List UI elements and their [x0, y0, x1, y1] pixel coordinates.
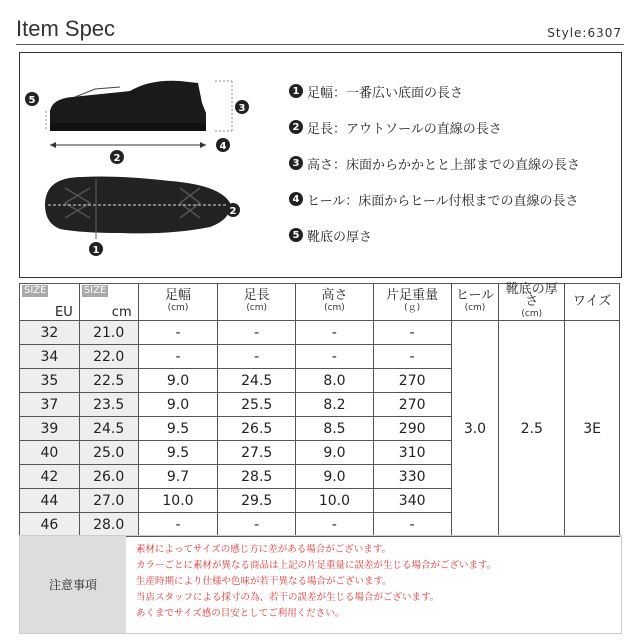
size-eu-cell: 46	[20, 513, 80, 537]
marker-2-bottom	[226, 203, 240, 217]
page-title: Item Spec	[16, 16, 116, 41]
legend-text: ヒール：床面からヒール付根までの直線の長さ	[307, 193, 579, 209]
size-eu-cell: 42	[20, 465, 80, 489]
size-cm-cell: 24.5	[79, 417, 138, 441]
svg-text:5: 5	[28, 95, 36, 106]
height-cell: 8.0	[296, 369, 374, 393]
weight-cell: 310	[373, 441, 451, 465]
shoe-sole-view	[45, 177, 230, 234]
legend-item	[289, 145, 580, 181]
legend-item	[289, 73, 580, 109]
weight-cell: 290	[373, 417, 451, 441]
height-cell: 8.5	[296, 417, 374, 441]
svg-text:4: 4	[219, 141, 227, 152]
col-length-header: 足長 (cm)	[218, 284, 296, 321]
size-cm-cell: 27.0	[79, 489, 138, 513]
weight-cell: -	[373, 513, 451, 537]
weight-cell: -	[373, 321, 451, 345]
size-cm-cell: 28.0	[79, 513, 138, 537]
weight-cell: 270	[373, 393, 451, 417]
length-cell: -	[218, 345, 296, 369]
height-cell: -	[296, 513, 374, 537]
notice-text	[126, 536, 621, 633]
size-eu-cell: 40	[20, 441, 80, 465]
length-cell: 25.5	[218, 393, 296, 417]
legend-text: 高さ：床面からかかとと上部までの直線の長さ	[307, 157, 581, 173]
length-cell: 29.5	[218, 489, 296, 513]
notice-line: 当店スタッフによる採寸の為、若干の誤差が生じる場合がございます。	[136, 592, 440, 603]
weight-cell: -	[373, 345, 451, 369]
size-eu-cell: 37	[20, 393, 80, 417]
legend-text: 靴底の厚さ	[307, 229, 373, 245]
height-cell: 9.0	[296, 441, 374, 465]
length-cell: 27.5	[218, 441, 296, 465]
legend-number: 4	[289, 192, 303, 206]
marker-1	[89, 242, 103, 256]
sole-cell: 2.5	[499, 321, 565, 537]
svg-text:2: 2	[229, 206, 237, 217]
legend-item	[289, 217, 580, 253]
marker-3	[235, 100, 249, 114]
legend-number: 5	[289, 228, 303, 242]
col-wise-header: ワイズ	[565, 284, 620, 321]
height-cell: 10.0	[296, 489, 374, 513]
notice-line: カラーごとに素材が異なる商品は上記の片足重量に誤差が生じる場合がございます。	[136, 560, 497, 571]
svg-text:3: 3	[238, 103, 246, 114]
col-weight-header: 片足重量 (ｇ)	[373, 284, 451, 321]
notice-line: 素材によってサイズの感じ方に差がある場合がございます。	[136, 544, 391, 555]
measurement-legend	[289, 73, 580, 253]
width-cell: 9.7	[138, 465, 218, 489]
style-code: Style:6307	[547, 26, 622, 40]
svg-text:1: 1	[92, 245, 100, 256]
marker-2-top	[110, 150, 124, 164]
size-cm-cell: 21.0	[79, 321, 138, 345]
size-eu-cell: 35	[20, 369, 80, 393]
size-eu-header: SIZE EU	[20, 284, 80, 321]
size-cm-cell: 23.5	[79, 393, 138, 417]
legend-text: 足幅：一番広い底面の長さ	[307, 85, 464, 101]
size-cm-cell: 22.5	[79, 369, 138, 393]
weight-cell: 330	[373, 465, 451, 489]
width-cell: 9.5	[138, 417, 218, 441]
table-row	[20, 321, 620, 345]
notice-line: あくまでサイズ感の目安としてご利用ください。	[136, 608, 345, 619]
legend-text: 足長：アウトソールの直線の長さ	[307, 121, 502, 137]
height-cell: -	[296, 345, 374, 369]
length-cell: -	[218, 513, 296, 537]
height-cell: 9.0	[296, 465, 374, 489]
table-header-row	[20, 284, 620, 321]
size-eu-cell: 39	[20, 417, 80, 441]
size-cm-cell: 22.0	[79, 345, 138, 369]
size-table	[19, 283, 620, 537]
size-eu-cell: 34	[20, 345, 80, 369]
weight-cell: 340	[373, 489, 451, 513]
marker-4	[216, 138, 230, 152]
shoe-side-view	[50, 81, 206, 131]
width-cell: -	[138, 513, 218, 537]
wise-cell: 3E	[565, 321, 620, 537]
legend-number: 2	[289, 120, 303, 134]
legend-item	[289, 181, 580, 217]
length-cell: 28.5	[218, 465, 296, 489]
length-cell: -	[218, 321, 296, 345]
col-heel-header: ヒール (cm)	[451, 284, 499, 321]
col-height-header: 高さ (cm)	[296, 284, 374, 321]
svg-text:2: 2	[113, 153, 121, 164]
width-cell: -	[138, 345, 218, 369]
spec-illustration-box	[19, 52, 622, 278]
width-cell: 9.5	[138, 441, 218, 465]
length-cell: 24.5	[218, 369, 296, 393]
notice-label: 注意事項	[20, 536, 126, 633]
size-eu-cell: 32	[20, 321, 80, 345]
size-cm-cell: 25.0	[79, 441, 138, 465]
header-divider	[16, 44, 624, 45]
size-cm-cell: 26.0	[79, 465, 138, 489]
shoe-diagram	[20, 53, 280, 277]
length-cell: 26.5	[218, 417, 296, 441]
legend-number: 1	[289, 84, 303, 98]
notice-box	[19, 535, 622, 634]
width-cell: 10.0	[138, 489, 218, 513]
col-width-header: 足幅 (cm)	[138, 284, 218, 321]
height-cell: 8.2	[296, 393, 374, 417]
width-cell: -	[138, 321, 218, 345]
height-cell: -	[296, 321, 374, 345]
col-sole-header: 靴底の厚さ (cm)	[499, 284, 565, 321]
marker-5	[25, 92, 39, 106]
legend-item	[289, 109, 580, 145]
size-eu-cell: 44	[20, 489, 80, 513]
size-cm-header: SIZE cm	[79, 284, 138, 321]
width-cell: 9.0	[138, 393, 218, 417]
legend-number: 3	[289, 156, 303, 170]
notice-line: 生産時期により仕様や色味が若干異なる場合がございます。	[136, 576, 392, 587]
width-cell: 9.0	[138, 369, 218, 393]
heel-cell: 3.0	[451, 321, 499, 537]
weight-cell: 270	[373, 369, 451, 393]
